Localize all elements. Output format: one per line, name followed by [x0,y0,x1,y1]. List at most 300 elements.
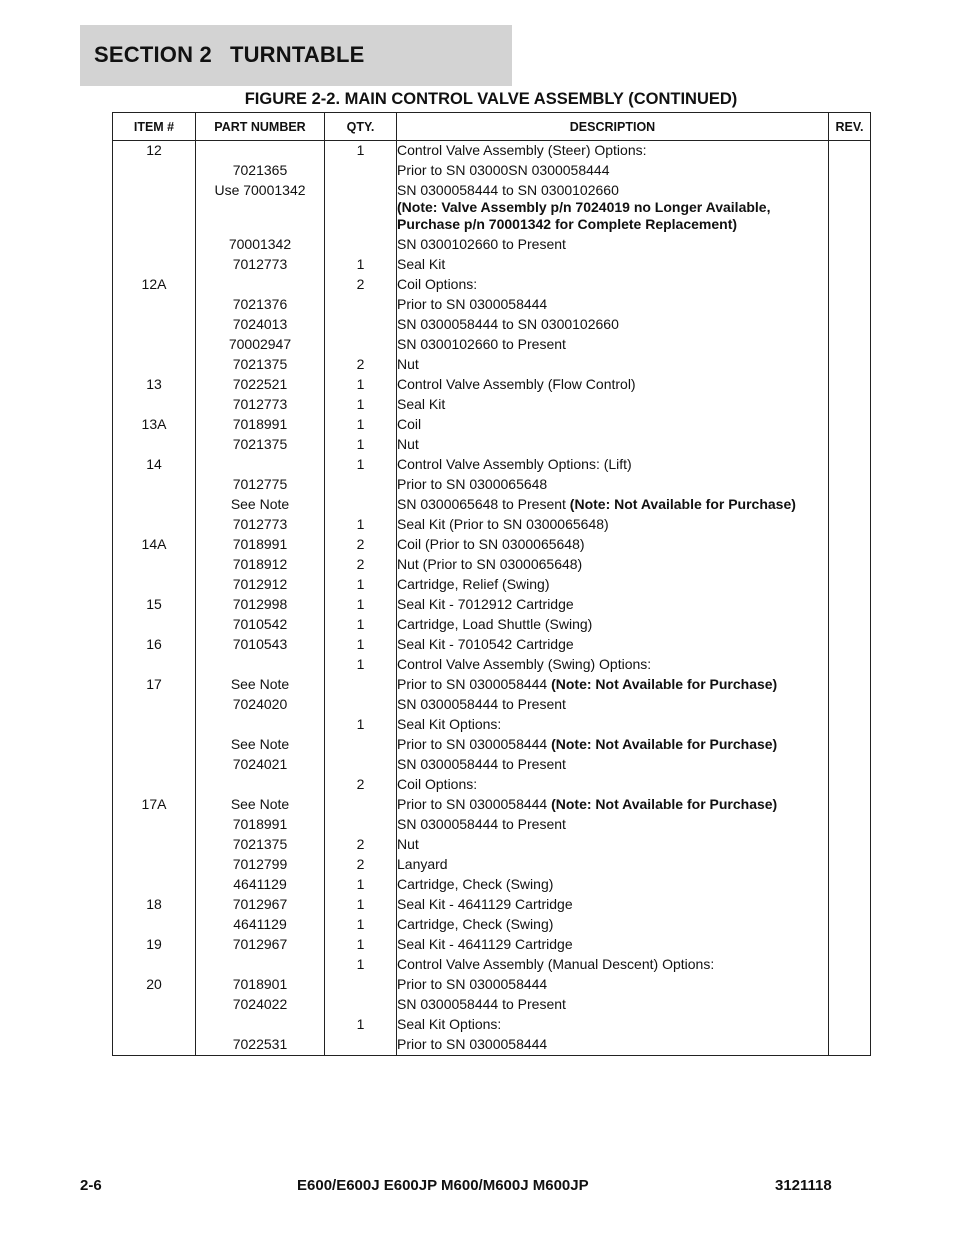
part-number-cell: 7022521 [196,375,325,395]
table-row [113,855,871,875]
item-number-cell: 19 [113,935,196,955]
item-number-cell: 13 [113,375,196,395]
description-text: Prior to SN 0300058444 [397,676,548,692]
qty-cell: 1 [325,635,397,655]
rev-cell [829,235,871,255]
part-number-cell: 7018991 [196,535,325,555]
description-text: Seal Kit - 4641129 Cartridge [397,896,573,912]
description-cell [397,995,829,1015]
qty-cell: 1 [325,435,397,455]
rev-cell [829,915,871,935]
parts-table [112,112,871,1056]
description-cell [397,1035,829,1056]
item-number-cell: 16 [113,635,196,655]
description-note: (Note: Not Available for Purchase) [551,796,778,812]
item-number-cell: 14A [113,535,196,555]
table-row [113,715,871,735]
description-cell [397,935,829,955]
footer-models: E600/E600J E600JP M600/M600J M600JP [297,1177,589,1194]
table-row [113,675,871,695]
qty-cell: 1 [325,1015,397,1035]
description-text: Seal Kit (Prior to SN 0300065648) [397,516,609,532]
part-number-cell: 7010543 [196,635,325,655]
qty-cell [325,315,397,335]
description-text: Seal Kit [397,396,446,412]
table-row [113,995,871,1015]
description-text: Nut [397,356,419,372]
qty-cell: 2 [325,835,397,855]
rev-cell [829,735,871,755]
rev-cell [829,181,871,235]
table-body [113,141,871,1056]
rev-cell [829,1035,871,1056]
part-number-cell: 7018901 [196,975,325,995]
description-text: Cartridge, Load Shuttle (Swing) [397,616,593,632]
qty-cell: 1 [325,615,397,635]
qty-cell [325,735,397,755]
table-row [113,915,871,935]
table-row [113,335,871,355]
rev-cell [829,695,871,715]
rev-cell [829,775,871,795]
table-row [113,355,871,375]
qty-cell [325,975,397,995]
rev-cell [829,275,871,295]
description-cell [397,775,829,795]
description-cell [397,695,829,715]
table-row [113,1035,871,1056]
rev-cell [829,595,871,615]
section-number: SECTION 2 [94,42,212,67]
qty-cell: 1 [325,595,397,615]
rev-cell [829,375,871,395]
description-cell [397,955,829,975]
description-text: Prior to SN 0300058444 [397,976,548,992]
part-number-cell: 7018912 [196,555,325,575]
qty-cell [325,755,397,775]
qty-cell [325,675,397,695]
description-cell [397,835,829,855]
description-cell [397,141,829,162]
rev-cell [829,455,871,475]
part-number-cell [196,455,325,475]
item-number-cell [113,715,196,735]
rev-cell [829,415,871,435]
description-cell [397,855,829,875]
table-row [113,695,871,715]
qty-cell: 2 [325,355,397,375]
table-row [113,895,871,915]
description-cell [397,815,829,835]
table-row [113,435,871,455]
rev-cell [829,955,871,975]
item-number-cell [113,915,196,935]
item-number-cell [113,655,196,675]
part-number-cell: See Note [196,795,325,815]
description-cell [397,655,829,675]
qty-cell: 1 [325,255,397,275]
qty-cell: 1 [325,141,397,162]
qty-cell [325,995,397,1015]
figure-title: FIGURE 2-2. MAIN CONTROL VALVE ASSEMBLY (CONTINUED) [244,90,738,108]
description-cell [397,395,829,415]
part-number-cell: 7021365 [196,161,325,181]
rev-cell [829,295,871,315]
qty-cell [325,795,397,815]
description-note: (Note: Not Available for Purchase) [569,496,796,512]
item-number-cell [113,955,196,975]
footer-page-number: 2-6 [80,1177,102,1194]
table-row [113,475,871,495]
rev-cell [829,875,871,895]
part-number-cell [196,275,325,295]
item-number-cell [113,755,196,775]
qty-cell: 1 [325,895,397,915]
table-row [113,515,871,535]
description-text: Seal Kit Options: [397,1016,502,1032]
item-number-cell [113,181,196,235]
description-cell [397,435,829,455]
part-number-cell: 7012912 [196,575,325,595]
item-number-cell: 14 [113,455,196,475]
description-cell [397,235,829,255]
rev-cell [829,555,871,575]
rev-cell [829,975,871,995]
rev-cell [829,355,871,375]
description-cell [397,475,829,495]
part-number-cell [196,1015,325,1035]
qty-cell [325,335,397,355]
table-row [113,375,871,395]
description-note: (Note: Valve Assembly p/n 7024019 no Longer Available, Purchase p/n 70001342 for Complete Replacement) [397,199,771,232]
item-number-cell [113,295,196,315]
col-header-part-number: PART NUMBER [196,113,325,141]
part-number-cell [196,955,325,975]
table-row [113,955,871,975]
description-cell [397,915,829,935]
description-text: Seal Kit Options: [397,716,502,732]
description-cell [397,181,829,235]
item-number-cell: 17A [113,795,196,815]
footer-doc-number: 3121118 [775,1177,832,1194]
section-title [94,42,383,68]
item-number-cell [113,1015,196,1035]
description-text: SN 0300102660 to Present [397,236,566,252]
rev-cell [829,655,871,675]
table-row [113,655,871,675]
description-cell [397,255,829,275]
qty-cell: 2 [325,555,397,575]
table-row [113,161,871,181]
item-number-cell [113,435,196,455]
part-number-cell: 7012773 [196,255,325,275]
item-number-cell [113,735,196,755]
table-row [113,395,871,415]
description-cell [397,795,829,815]
description-cell [397,875,829,895]
description-cell [397,515,829,535]
qty-cell: 1 [325,935,397,955]
item-number-cell: 18 [113,895,196,915]
description-text: SN 0300065648 to Present [397,496,566,512]
item-number-cell [113,515,196,535]
rev-cell [829,715,871,735]
rev-cell [829,575,871,595]
description-text: SN 0300102660 to Present [397,336,566,352]
qty-cell [325,815,397,835]
description-text: Prior to SN 0300065648 [397,476,548,492]
qty-cell: 1 [325,915,397,935]
item-number-cell: 15 [113,595,196,615]
qty-cell [325,295,397,315]
table-row [113,735,871,755]
description-text: Coil (Prior to SN 0300065648) [397,536,585,552]
description-text: Control Valve Assembly (Swing) Options: [397,656,652,672]
description-text: Seal Kit [397,256,446,272]
qty-cell: 1 [325,575,397,595]
table-row [113,755,871,775]
rev-cell [829,935,871,955]
table-row [113,495,871,515]
description-cell [397,535,829,555]
table-row [113,255,871,275]
rev-cell [829,855,871,875]
part-number-cell: 4641129 [196,915,325,935]
description-text: Lanyard [397,856,448,872]
description-text: Nut [397,436,419,452]
part-number-cell: 7012998 [196,595,325,615]
part-number-cell [196,715,325,735]
description-cell [397,275,829,295]
qty-cell [325,475,397,495]
part-number-cell: 7010542 [196,615,325,635]
table-row [113,1015,871,1035]
item-number-cell [113,475,196,495]
qty-cell [325,695,397,715]
qty-cell [325,181,397,235]
description-text: Control Valve Assembly (Steer) Options: [397,142,647,158]
part-number-cell [196,141,325,162]
rev-cell [829,675,871,695]
table-row [113,555,871,575]
description-cell [397,555,829,575]
description-note: (Note: Not Available for Purchase) [551,676,778,692]
description-text: Seal Kit - 7010542 Cartridge [397,636,574,652]
table-row [113,455,871,475]
description-text: Nut (Prior to SN 0300065648) [397,556,583,572]
section-name: TURNTABLE [229,42,365,67]
qty-cell: 1 [325,715,397,735]
rev-cell [829,995,871,1015]
description-text: Nut [397,836,419,852]
description-cell [397,295,829,315]
part-number-cell: 7012967 [196,895,325,915]
description-cell [397,715,829,735]
description-text: Cartridge, Relief (Swing) [397,576,550,592]
item-number-cell: 12A [113,275,196,295]
qty-cell [325,235,397,255]
part-number-cell [196,775,325,795]
qty-cell: 2 [325,535,397,555]
description-text: Coil Options: [397,276,478,292]
col-header-rev: REV. [829,113,871,141]
description-cell [397,315,829,335]
description-cell [397,495,829,515]
description-cell [397,1015,829,1035]
item-number-cell [113,235,196,255]
rev-cell [829,835,871,855]
description-cell [397,335,829,355]
rev-cell [829,335,871,355]
part-number-cell: 70001342 [196,235,325,255]
rev-cell [829,161,871,181]
col-header-description: DESCRIPTION [397,113,829,141]
description-cell [397,615,829,635]
table-row [113,775,871,795]
item-number-cell [113,695,196,715]
part-number-cell: 7018991 [196,415,325,435]
table-header-row [113,113,871,141]
part-number-cell: 7024021 [196,755,325,775]
item-number-cell [113,575,196,595]
qty-cell: 1 [325,455,397,475]
rev-cell [829,315,871,335]
item-number-cell: 13A [113,415,196,435]
item-number-cell [113,355,196,375]
rev-cell [829,535,871,555]
description-text: Prior to SN 0300058444 [397,296,548,312]
rev-cell [829,435,871,455]
qty-cell: 2 [325,775,397,795]
qty-cell: 2 [325,275,397,295]
table-row [113,875,871,895]
table-row [113,835,871,855]
item-number-cell [113,615,196,635]
part-number-cell [196,655,325,675]
table-row [113,575,871,595]
rev-cell [829,495,871,515]
description-text: SN 0300058444 to Present [397,696,566,712]
description-cell [397,161,829,181]
item-number-cell [113,315,196,335]
description-text: SN 0300058444 to Present [397,756,566,772]
item-number-cell [113,161,196,181]
rev-cell [829,815,871,835]
qty-cell: 1 [325,955,397,975]
description-cell [397,635,829,655]
description-text: Prior to SN 0300058444 [397,736,548,752]
part-number-cell: 7024013 [196,315,325,335]
description-cell [397,455,829,475]
part-number-cell: See Note [196,675,325,695]
description-text: Coil [397,416,422,432]
item-number-cell [113,555,196,575]
table-row [113,295,871,315]
description-text: Prior to SN 03000SN 0300058444 [397,162,610,178]
description-note: (Note: Not Available for Purchase) [551,736,778,752]
item-number-cell [113,255,196,275]
part-number-cell: See Note [196,495,325,515]
rev-cell [829,515,871,535]
part-number-cell: 7024022 [196,995,325,1015]
description-text: SN 0300058444 to Present [397,996,566,1012]
part-number-cell: 7021376 [196,295,325,315]
rev-cell [829,395,871,415]
table-row [113,935,871,955]
description-cell [397,735,829,755]
item-number-cell [113,995,196,1015]
description-cell [397,675,829,695]
item-number-cell [113,835,196,855]
qty-cell: 1 [325,515,397,535]
item-number-cell [113,395,196,415]
table-row [113,615,871,635]
description-text: Control Valve Assembly (Manual Descent) Options: [397,956,715,972]
item-number-cell: 17 [113,675,196,695]
description-text: Control Valve Assembly (Flow Control) [397,376,636,392]
description-cell [397,595,829,615]
qty-cell [325,161,397,181]
part-number-cell: 7021375 [196,435,325,455]
description-text: Cartridge, Check (Swing) [397,876,554,892]
description-text: Prior to SN 0300058444 [397,796,552,812]
description-text: Coil Options: [397,776,478,792]
part-number-cell: See Note [196,735,325,755]
part-number-cell: 7012773 [196,395,325,415]
description-text: SN 0300058444 to SN 0300102660 [397,182,619,198]
table-row [113,975,871,995]
table-row [113,141,871,162]
rev-cell [829,795,871,815]
description-cell [397,975,829,995]
part-number-cell: 7022531 [196,1035,325,1056]
part-number-cell: 7018991 [196,815,325,835]
description-cell [397,415,829,435]
item-number-cell [113,855,196,875]
table-row [113,595,871,615]
item-number-cell [113,335,196,355]
col-header-qty: QTY. [325,113,397,141]
description-cell [397,755,829,775]
table-row [113,235,871,255]
description-text: SN 0300058444 to Present [397,816,566,832]
rev-cell [829,895,871,915]
rev-cell [829,615,871,635]
rev-cell [829,635,871,655]
description-text: SN 0300058444 to SN 0300102660 [397,316,619,332]
qty-cell [325,495,397,515]
item-number-cell [113,775,196,795]
part-number-cell: Use 70001342 [196,181,325,235]
part-number-cell: 70002947 [196,335,325,355]
table-row [113,415,871,435]
qty-cell: 1 [325,655,397,675]
qty-cell: 2 [325,855,397,875]
description-text: Prior to SN 0300058444 [397,1036,548,1052]
part-number-cell: 7012799 [196,855,325,875]
item-number-cell [113,495,196,515]
col-header-item: ITEM # [113,113,196,141]
description-text: Seal Kit - 4641129 Cartridge [397,936,573,952]
table-row [113,315,871,335]
part-number-cell: 7012775 [196,475,325,495]
description-text: Control Valve Assembly Options: (Lift) [397,456,632,472]
qty-cell: 1 [325,375,397,395]
rev-cell [829,1015,871,1035]
rev-cell [829,755,871,775]
table-row [113,181,871,235]
item-number-cell: 20 [113,975,196,995]
